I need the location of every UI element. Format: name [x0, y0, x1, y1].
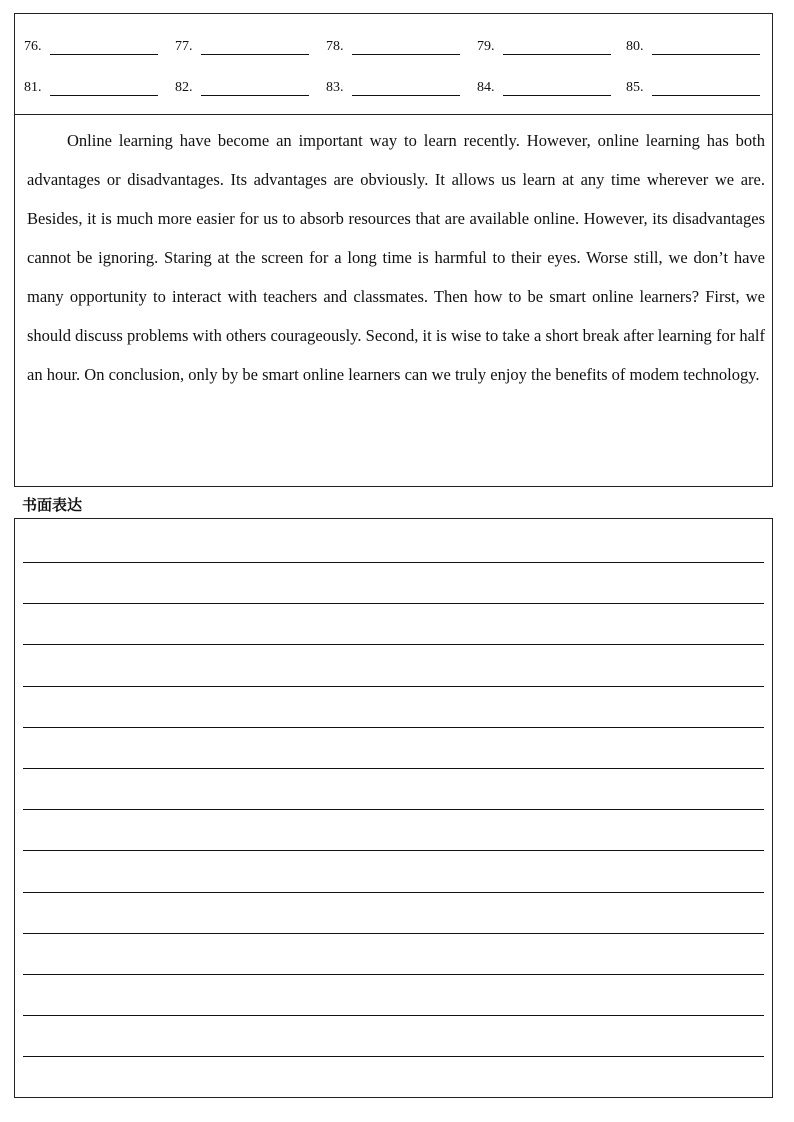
answer-cell-80 [626, 37, 766, 57]
writing-line [23, 686, 764, 687]
question-number: 79. [477, 39, 495, 54]
writing-line [23, 727, 764, 728]
writing-line [23, 768, 764, 769]
answer-cell-85 [626, 78, 766, 98]
answer-blank-82[interactable] [201, 95, 309, 96]
question-number: 78. [326, 39, 344, 54]
answer-cell-77 [175, 37, 315, 57]
answer-cell-79 [477, 37, 617, 57]
passage-text: Online learning have become an important way to learn recently. However, online learning has both advantages or disadvantages. Its advantages are obviously. It allows us learn at any time wherever we are. Besides, it is much more easier for us to absorb resources that are available online. However, its disadvantages cannot be ignoring. Staring at the screen for a long time is harmful to their eyes. Worse still, we don’t have many opportunity to interact with teachers and classmates. Then how to be smart online learners? First, we should discuss problems with others courageously. Second, it is wise to take a short break after learning for half an hour. On conclusion, only by be smart online learners can we truly enjoy the benefits of modem technology. [27, 131, 765, 384]
answer-blank-84[interactable] [503, 95, 611, 96]
answer-blank-76[interactable] [50, 54, 158, 55]
question-number: 85. [626, 80, 644, 95]
question-number: 84. [477, 80, 495, 95]
writing-line [23, 1056, 764, 1057]
writing-area[interactable] [14, 518, 773, 1098]
answer-cell-78 [326, 37, 466, 57]
answer-blank-83[interactable] [352, 95, 460, 96]
question-number: 83. [326, 80, 344, 95]
answer-cell-82 [175, 78, 315, 98]
writing-line [23, 974, 764, 975]
question-number: 77. [175, 39, 193, 54]
answer-blank-77[interactable] [201, 54, 309, 55]
question-number: 76. [24, 39, 42, 54]
writing-line [23, 892, 764, 893]
writing-section-title: 书面表达 [22, 496, 83, 514]
answer-cell-84 [477, 78, 617, 98]
question-number: 81. [24, 80, 42, 95]
writing-line [23, 1015, 764, 1016]
answer-blank-81[interactable] [50, 95, 158, 96]
writing-line [23, 933, 764, 934]
answer-blanks-box [14, 13, 773, 115]
answer-cell-83 [326, 78, 466, 98]
writing-line [23, 809, 764, 810]
answer-cell-81 [24, 78, 164, 98]
writing-line [23, 603, 764, 604]
question-number: 82. [175, 80, 193, 95]
answer-blank-78[interactable] [352, 54, 460, 55]
answer-blank-85[interactable] [652, 95, 760, 96]
answer-row-2 [24, 78, 769, 98]
answer-row-1 [24, 37, 769, 57]
writing-line [23, 850, 764, 851]
question-number: 80. [626, 39, 644, 54]
answer-cell-76 [24, 37, 164, 57]
writing-line [23, 562, 764, 563]
answer-blank-79[interactable] [503, 54, 611, 55]
passage-box [14, 114, 773, 487]
writing-line [23, 644, 764, 645]
answer-blank-80[interactable] [652, 54, 760, 55]
